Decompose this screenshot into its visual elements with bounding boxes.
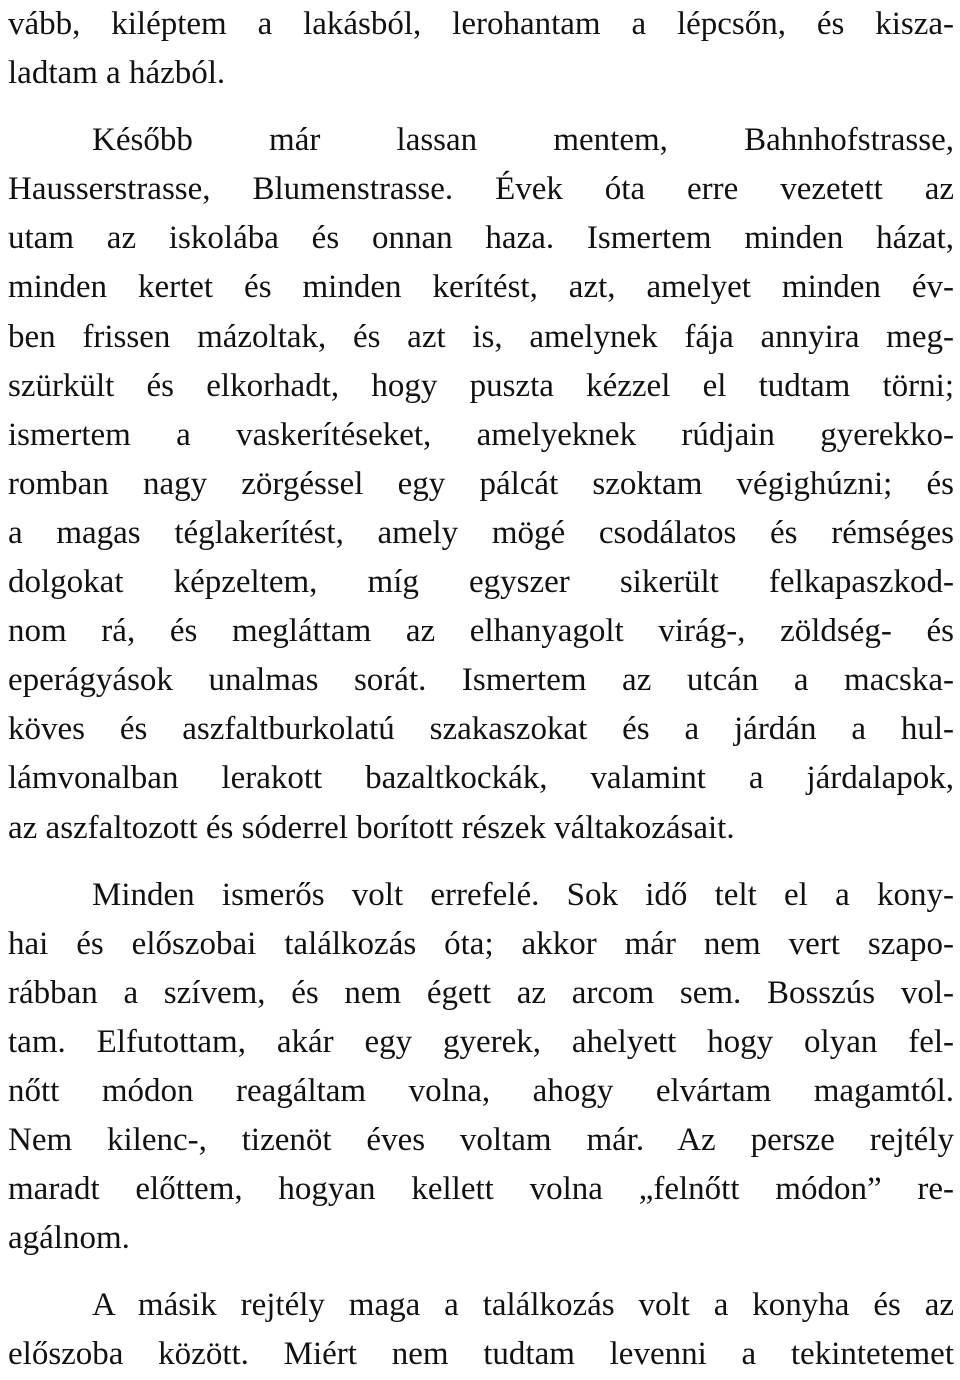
text-line: az aszfaltozott és sóderrel borított részek váltakozásait. [8, 809, 735, 846]
text-line: minden kertet és minden kerítést, azt, amelyet minden év- [8, 269, 954, 306]
paragraph-3 [8, 871, 954, 1264]
text-line: szürkült és elkorhadt, hogy puszta kézzel el tudtam törni; [8, 367, 954, 404]
text-line: romban nagy zörgéssel egy pálcát szoktam végighúzni; és [8, 465, 954, 502]
text-line: maradt előttem, hogyan kellett volna „felnőtt módon” re- [8, 1171, 954, 1208]
text-line: a magas téglakerítést, amely mögé csodálatos és rémséges [8, 514, 954, 551]
text-line: vább, kiléptem a lakásból, lerohantam a lépcsőn, és kisza- [8, 6, 954, 42]
book-page [8, 0, 954, 1380]
paragraph-2 [8, 116, 954, 852]
text-line: utam az iskolába és onnan haza. Ismertem minden házat, [8, 220, 954, 257]
text-line: eperágyások unalmas sorát. Ismertem az utcán a macska- [8, 662, 954, 699]
text-line: Később már lassan mentem, Bahnhofstrasse, [92, 122, 954, 159]
text-line: ladtam a házból. [8, 55, 226, 92]
text-line: hai és előszobai találkozás óta; akkor már nem vert szapo- [8, 925, 954, 962]
text-line: ismertem a vaskerítéseket, amelyeknek rúdjain gyerekko- [8, 416, 954, 453]
text-line: dolgokat képzeltem, míg egyszer sikerült felkapaszkod- [8, 564, 954, 601]
text-line: agálnom. [8, 1220, 130, 1257]
text-line: köves és aszfaltburkolatú szakaszokat és a járdán a hul- [8, 711, 954, 748]
text-line: nom rá, és megláttam az elhanyagolt virág-, zöldség- és [8, 613, 954, 650]
text-line: Nem kilenc-, tizenöt éves voltam már. Az persze rejtély [8, 1122, 954, 1159]
paragraph-1 [8, 0, 954, 98]
text-line: előszoba között. Miért nem tudtam levenni a tekintetemet [8, 1336, 954, 1373]
paragraph-gap [8, 98, 954, 116]
text-line: Hausserstrasse, Blumenstrasse. Évek óta erre vezetett az [8, 171, 954, 208]
text-line: A másik rejtély maga a találkozás volt a konyha és az [92, 1287, 954, 1324]
text-line: lámvonalban lerakott bazaltkockák, valamint a járdalapok, [8, 760, 954, 797]
text-line: rábban a szívem, és nem égett az arcom sem. Bosszús vol- [8, 974, 954, 1011]
text-line: ben frissen mázoltak, és azt is, amelynek fája annyira meg- [8, 318, 954, 355]
paragraph-gap [8, 1263, 954, 1281]
paragraph-4 [8, 1281, 954, 1379]
text-line: tam. Elfutottam, akár egy gyerek, ahelyett hogy olyan fel- [8, 1023, 954, 1060]
text-line: Minden ismerős volt errefelé. Sok idő telt el a kony- [92, 876, 954, 913]
paragraph-gap [8, 853, 954, 871]
text-line: nőtt módon reagáltam volna, ahogy elvártam magamtól. [8, 1072, 954, 1109]
